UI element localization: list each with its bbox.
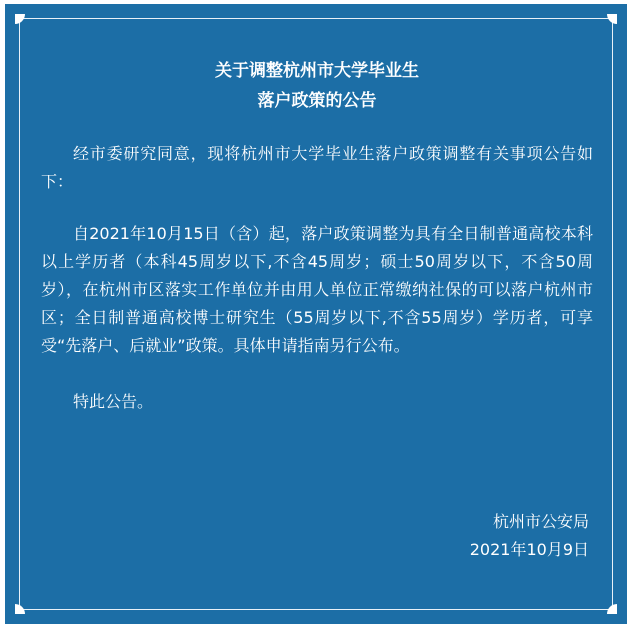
notice-paragraph-closing: 特此公告。 <box>73 392 154 411</box>
notice-paragraph-policy: 自2021年10月15日（含）起，落户政策调整为具有全日制普通高校本科以上学历者（本科45周岁以下,不含45周岁；硕士50周岁以下，不含50周岁），在杭州市区落实工作单位并由用人单位正常缴纳社保的可以落户杭州市区；全日制普通高校博士研究生（55周岁以下,不含55周岁）学历者，可享受“先落户、后就业”政策。具体申请指南另行公布。 <box>41 224 593 355</box>
paragraph-gap <box>41 196 593 220</box>
notice-content <box>41 56 593 416</box>
frame-corner-bottom-right <box>607 604 617 614</box>
notice-panel <box>5 4 627 624</box>
frame-corner-top-right <box>607 14 617 24</box>
frame-corner-bottom-left <box>15 604 25 614</box>
notice-title-line-1: 关于调整杭州市大学毕业生 <box>215 61 419 81</box>
notice-paragraph-intro: 经市委研究同意，现将杭州市大学毕业生落户政策调整有关事项公告如下： <box>41 144 593 191</box>
notice-title <box>41 56 593 116</box>
issue-date: 2021年10月9日 <box>469 540 589 559</box>
notice-title-line-2: 落户政策的公告 <box>257 91 377 111</box>
paragraph-gap <box>41 360 593 388</box>
issuer-name: 杭州市公安局 <box>492 512 589 531</box>
notice-signature <box>470 508 589 564</box>
frame-corner-top-left <box>15 14 25 24</box>
